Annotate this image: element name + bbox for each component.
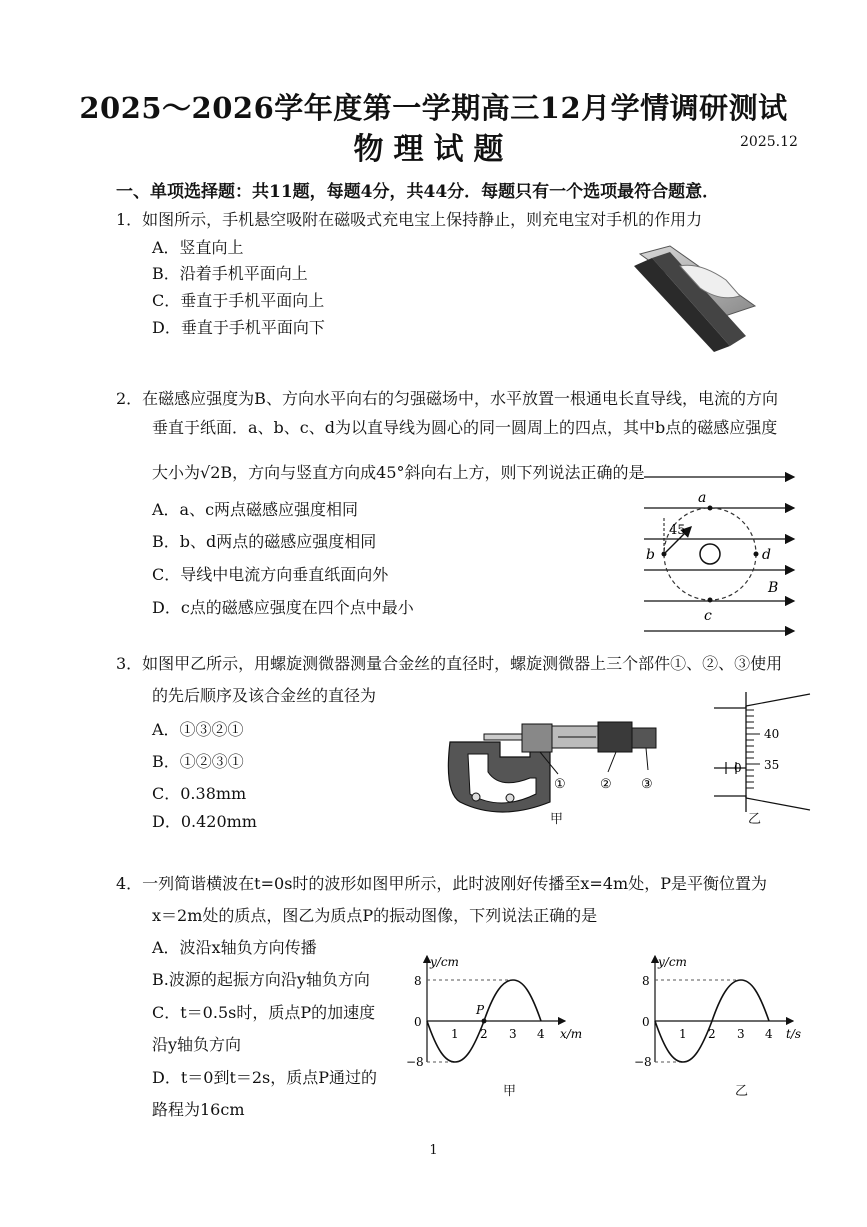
x-tick-4: 4 bbox=[537, 1027, 545, 1041]
q3-option-b: B．①②③① bbox=[152, 752, 244, 771]
point-b-label: b bbox=[646, 547, 655, 563]
part-1-label: ① bbox=[554, 777, 566, 792]
thimble bbox=[598, 722, 632, 752]
y-min-label: −8 bbox=[406, 1055, 424, 1069]
q3-stem-line2: 的先后顺序及该合金丝的直径为 bbox=[152, 686, 377, 705]
q1-stem: 1．如图所示，手机悬空吸附在磁吸式充电宝上保持静止，则充电宝对手机的作用力 bbox=[116, 210, 703, 229]
q1-option-d: D．垂直于手机平面向下 bbox=[152, 318, 325, 337]
t-tick-3: 3 bbox=[737, 1027, 745, 1041]
t-tick-2: 2 bbox=[708, 1027, 716, 1041]
q3-option-d: D．0.420mm bbox=[152, 812, 257, 831]
part-2-label: ② bbox=[600, 777, 612, 792]
vibration-graph-yi bbox=[630, 950, 810, 1070]
point-d-label: d bbox=[762, 547, 771, 563]
x-tick-2: 2 bbox=[480, 1027, 488, 1041]
micrometer-scale-closeup bbox=[712, 692, 812, 812]
point-P-label: P bbox=[476, 1003, 485, 1017]
q3-stem-line1: 3．如图甲乙所示，用螺旋测微器测量合金丝的直径时，螺旋测微器上三个部件①、②、③使用 bbox=[116, 654, 783, 673]
q4-option-d: D．t＝0到t＝2s，质点P通过的 bbox=[152, 1068, 378, 1087]
section-heading: 一、单项选择题：共11题，每题4分，共44分．每题只有一个选项最符合题意． bbox=[116, 182, 720, 202]
magnetic-field-diagram bbox=[636, 468, 806, 643]
q4-option-c: C．t＝0.5s时，质点P的加速度 bbox=[152, 1003, 376, 1022]
point-a-label: a bbox=[698, 490, 707, 506]
q2-option-a: A．a、c两点磁感应强度相同 bbox=[152, 500, 359, 519]
y-min-label: −8 bbox=[634, 1055, 652, 1069]
q2-stem-line3: 大小为√2B，方向与竖直方向成45°斜向右上方，则下列说法正确的是 bbox=[152, 463, 645, 482]
wire-cross-section bbox=[700, 544, 720, 564]
phone-powerbank-photo bbox=[630, 236, 770, 356]
y-max-label: 8 bbox=[414, 974, 422, 988]
t-axis-label: t/s bbox=[786, 1027, 802, 1041]
q1-option-a: A．竖直向上 bbox=[152, 238, 244, 257]
q3-caption-yi: 乙 bbox=[748, 812, 762, 827]
t-tick-1: 1 bbox=[679, 1027, 687, 1041]
exam-title: 2025～2026学年度第一学期高三12月学情调研测试 bbox=[79, 91, 788, 125]
q4-option-c-cont: 沿y轴负方向 bbox=[152, 1035, 242, 1054]
x-axis-label: x/m bbox=[560, 1027, 583, 1041]
ratchet bbox=[632, 728, 656, 748]
q3-caption-jia: 甲 bbox=[550, 812, 564, 827]
q4-option-d-cont: 路程为16cm bbox=[152, 1100, 245, 1119]
thimble-tick-40: 40 bbox=[764, 727, 780, 741]
q4-option-a: A．波沿x轴负方向传播 bbox=[152, 938, 317, 957]
y-axis-label: y/cm bbox=[430, 955, 459, 969]
q3-option-c: C．0.38mm bbox=[152, 784, 247, 803]
x-tick-3: 3 bbox=[509, 1027, 517, 1041]
sleeve-zero-label: 0 bbox=[734, 761, 742, 775]
exam-date: 2025.12 bbox=[740, 134, 798, 150]
angle-label: 45 bbox=[669, 523, 686, 538]
q2-option-b: B．b、d两点的磁感应强度相同 bbox=[152, 532, 377, 551]
q4-option-b: B.波源的起振方向沿y轴负方向 bbox=[152, 970, 370, 989]
q1-option-c: C．垂直于手机平面向上 bbox=[152, 291, 325, 310]
wave-graph-jia bbox=[400, 950, 590, 1070]
point-c-label: c bbox=[704, 608, 712, 624]
y-max-label: 8 bbox=[642, 974, 650, 988]
thimble-tick-35: 35 bbox=[764, 758, 780, 772]
q3-option-a: A．①③②① bbox=[152, 720, 244, 739]
part-3-label: ③ bbox=[641, 777, 653, 792]
x-tick-1: 1 bbox=[451, 1027, 459, 1041]
q2-option-c: C．导线中电流方向垂直纸面向外 bbox=[152, 565, 389, 584]
exam-subtitle: 物理试题 bbox=[353, 132, 514, 167]
origin-label: 0 bbox=[642, 1015, 650, 1029]
page-number: 1 bbox=[429, 1143, 438, 1158]
q2-stem-line2: 垂直于纸面．a、b、c、d为以直导线为圆心的同一圆周上的四点，其中b点的磁感应强度 bbox=[152, 418, 778, 437]
q4-caption-jia: 甲 bbox=[503, 1084, 517, 1099]
y-axis-label: y/cm bbox=[658, 955, 687, 969]
q2-stem-line1: 2．在磁感应强度为B、方向水平向右的匀强磁场中，水平放置一根通电长直导线，电流的方向 bbox=[116, 389, 778, 408]
q2-option-d: D．c点的磁感应强度在四个点中最小 bbox=[152, 598, 414, 617]
point-P bbox=[482, 1019, 487, 1024]
q4-caption-yi: 乙 bbox=[735, 1084, 749, 1099]
q4-stem-line1: 4．一列简谐横波在t=0s时的波形如图甲所示，此时波刚好传播至x=4m处，P是平衡位置为 bbox=[116, 874, 767, 893]
q1-option-b: B．沿着手机平面向上 bbox=[152, 264, 308, 283]
origin-label: 0 bbox=[414, 1015, 422, 1029]
t-tick-4: 4 bbox=[765, 1027, 773, 1041]
q4-stem-line2: x＝2m处的质点，图乙为质点P的振动图像，下列说法正确的是 bbox=[152, 906, 598, 925]
field-B-label: B bbox=[768, 580, 779, 596]
